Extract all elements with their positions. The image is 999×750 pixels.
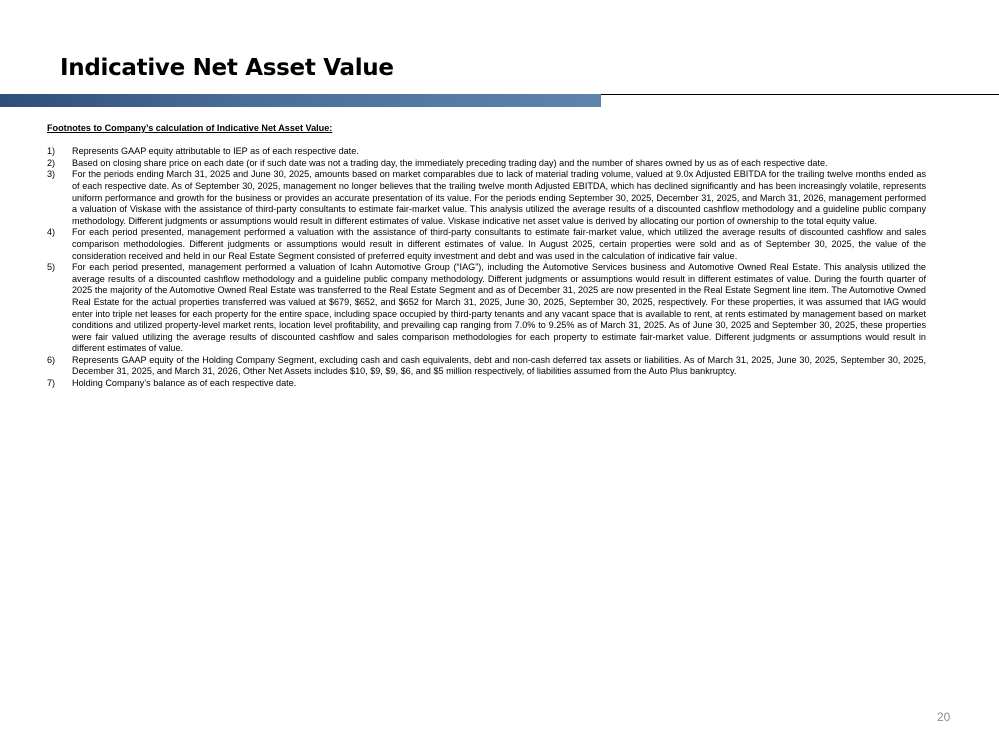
footnote-number: 6) — [47, 354, 56, 365]
footnote-text: Based on closing share price on each date (or if such date was not a trading day, the immediately preceding trading day) and the number of shares owned by us as of each respective date. — [72, 157, 828, 168]
footnote-text: For the periods ending March 31, 2025 and June 30, 2025, amounts based on market comparables due to lack of material trading volume, valued at 9.0x Adjusted EBITDA for the trailing twelve months ended as of each respective date. As of September 30, 2025, management no longer believes that the trailing twelve month Adjusted EBITDA, which has declined significantly and has been increasingly volatile, represents uniform performance and growth for the business or provides an accurate presentation of its value. For the periods ending September 30, 2025, December 31, 2025, and March 31, 2026, management performed a valuation of Viskase with the assistance of third-party consultants to estimate fair-market value. This analysis utilized the average results of a discounted cashflow methodology and a guideline public company methodology. Different judgments or assumptions would result in different estimates of value. Viskase indicative net asset value is derived by allocating our portion of ownership to the total equity value. — [72, 169, 926, 226]
footnote-number: 5) — [47, 262, 56, 273]
footnote-item — [47, 158, 926, 170]
page-title: Indicative Net Asset Value — [60, 55, 394, 81]
footnotes-section — [47, 123, 926, 390]
footnote-text: Represents GAAP equity of the Holding Company Segment, excluding cash and cash equivalents, debt and non-cash deferred tax assets or liabilities. As of March 31, 2025, June 30, 2025, September 30, 2025, December 31, 2025, and March 31, 2026, Other Net Assets includes $10, $9, $9, $6, and $5 million respectively, of liabilities assumed from the Auto Plus bankruptcy. — [72, 354, 926, 377]
footnote-text: For each period presented, management performed a valuation with the assistance of third-party consultants to estimate fair-market value, which utilized the average results of discounted cashflow and sales comparison methodologies. Different judgments or assumptions would result in different estimates of value. In August 2025, certain properties were sold and as of September 30, 2025, the value of the consideration received and held in our Real Estate Segment consisted of preferred equity investment and debt and was used in the calculation of indicative fair value. — [72, 227, 926, 261]
footnote-list — [47, 146, 926, 389]
footnote-item — [47, 355, 926, 378]
footnote-number: 4) — [47, 227, 56, 238]
header-accent-bar — [0, 94, 601, 107]
footnote-item — [47, 378, 926, 390]
footnote-number: 1) — [47, 146, 56, 157]
footnote-text: Represents GAAP equity attributable to IEP as of each respective date. — [72, 146, 359, 157]
page-number: 20 — [937, 710, 951, 724]
footnote-number: 2) — [47, 157, 56, 168]
footnote-item — [47, 227, 926, 262]
header-divider-line — [601, 94, 999, 95]
footnote-text: Holding Company’s balance as of each respective date. — [72, 378, 297, 389]
footnotes-heading: Footnotes to Company’s calculation of Indicative Net Asset Value: — [47, 123, 333, 133]
footnote-text: For each period presented, management performed a valuation of Icahn Automotive Group (“IAG”), including the Automotive Services business and Automotive Owned Real Estate. This analysis utilized the average results of a discounted cashflow methodology and a guideline public company methodology. Different judgments or assumptions would result in different estimates of value. During the fourth quarter of 2025 the majority of the Automotive Owned Real Estate was transferred to the Real Estate Segment and as of December 31, 2025 are now presented in the Real Estate Segment line item. The Automotive Owned Real Estate for the actual properties transferred was valued at $679, $652, and $652 for March 31, 2025, June 30, 2025, September 30, 2025, respectively. For these properties, it was assumed that IAG would enter into triple net leases for each property for the entire space, including space occupied by third-party tenants and any vacant space that is available to rent, at rents estimated by management based on market conditions and utilized property-level market rents, location level profitability, and prevailing cap ranging from 7.0% to 9.25% as of March 31, 2025. As of June 30, 2025 and September 30, 2025, these properties were fair valued utilizing the average results of discounted cashflow and sales comparison methodologies for each property to estimate fair-market value. Different judgments or assumptions would result in different estimates of value. — [72, 262, 926, 354]
footnote-item — [47, 262, 926, 355]
footnote-number: 3) — [47, 169, 56, 180]
footnote-item — [47, 146, 926, 158]
footnote-number: 7) — [47, 378, 56, 389]
footnote-item — [47, 169, 926, 227]
